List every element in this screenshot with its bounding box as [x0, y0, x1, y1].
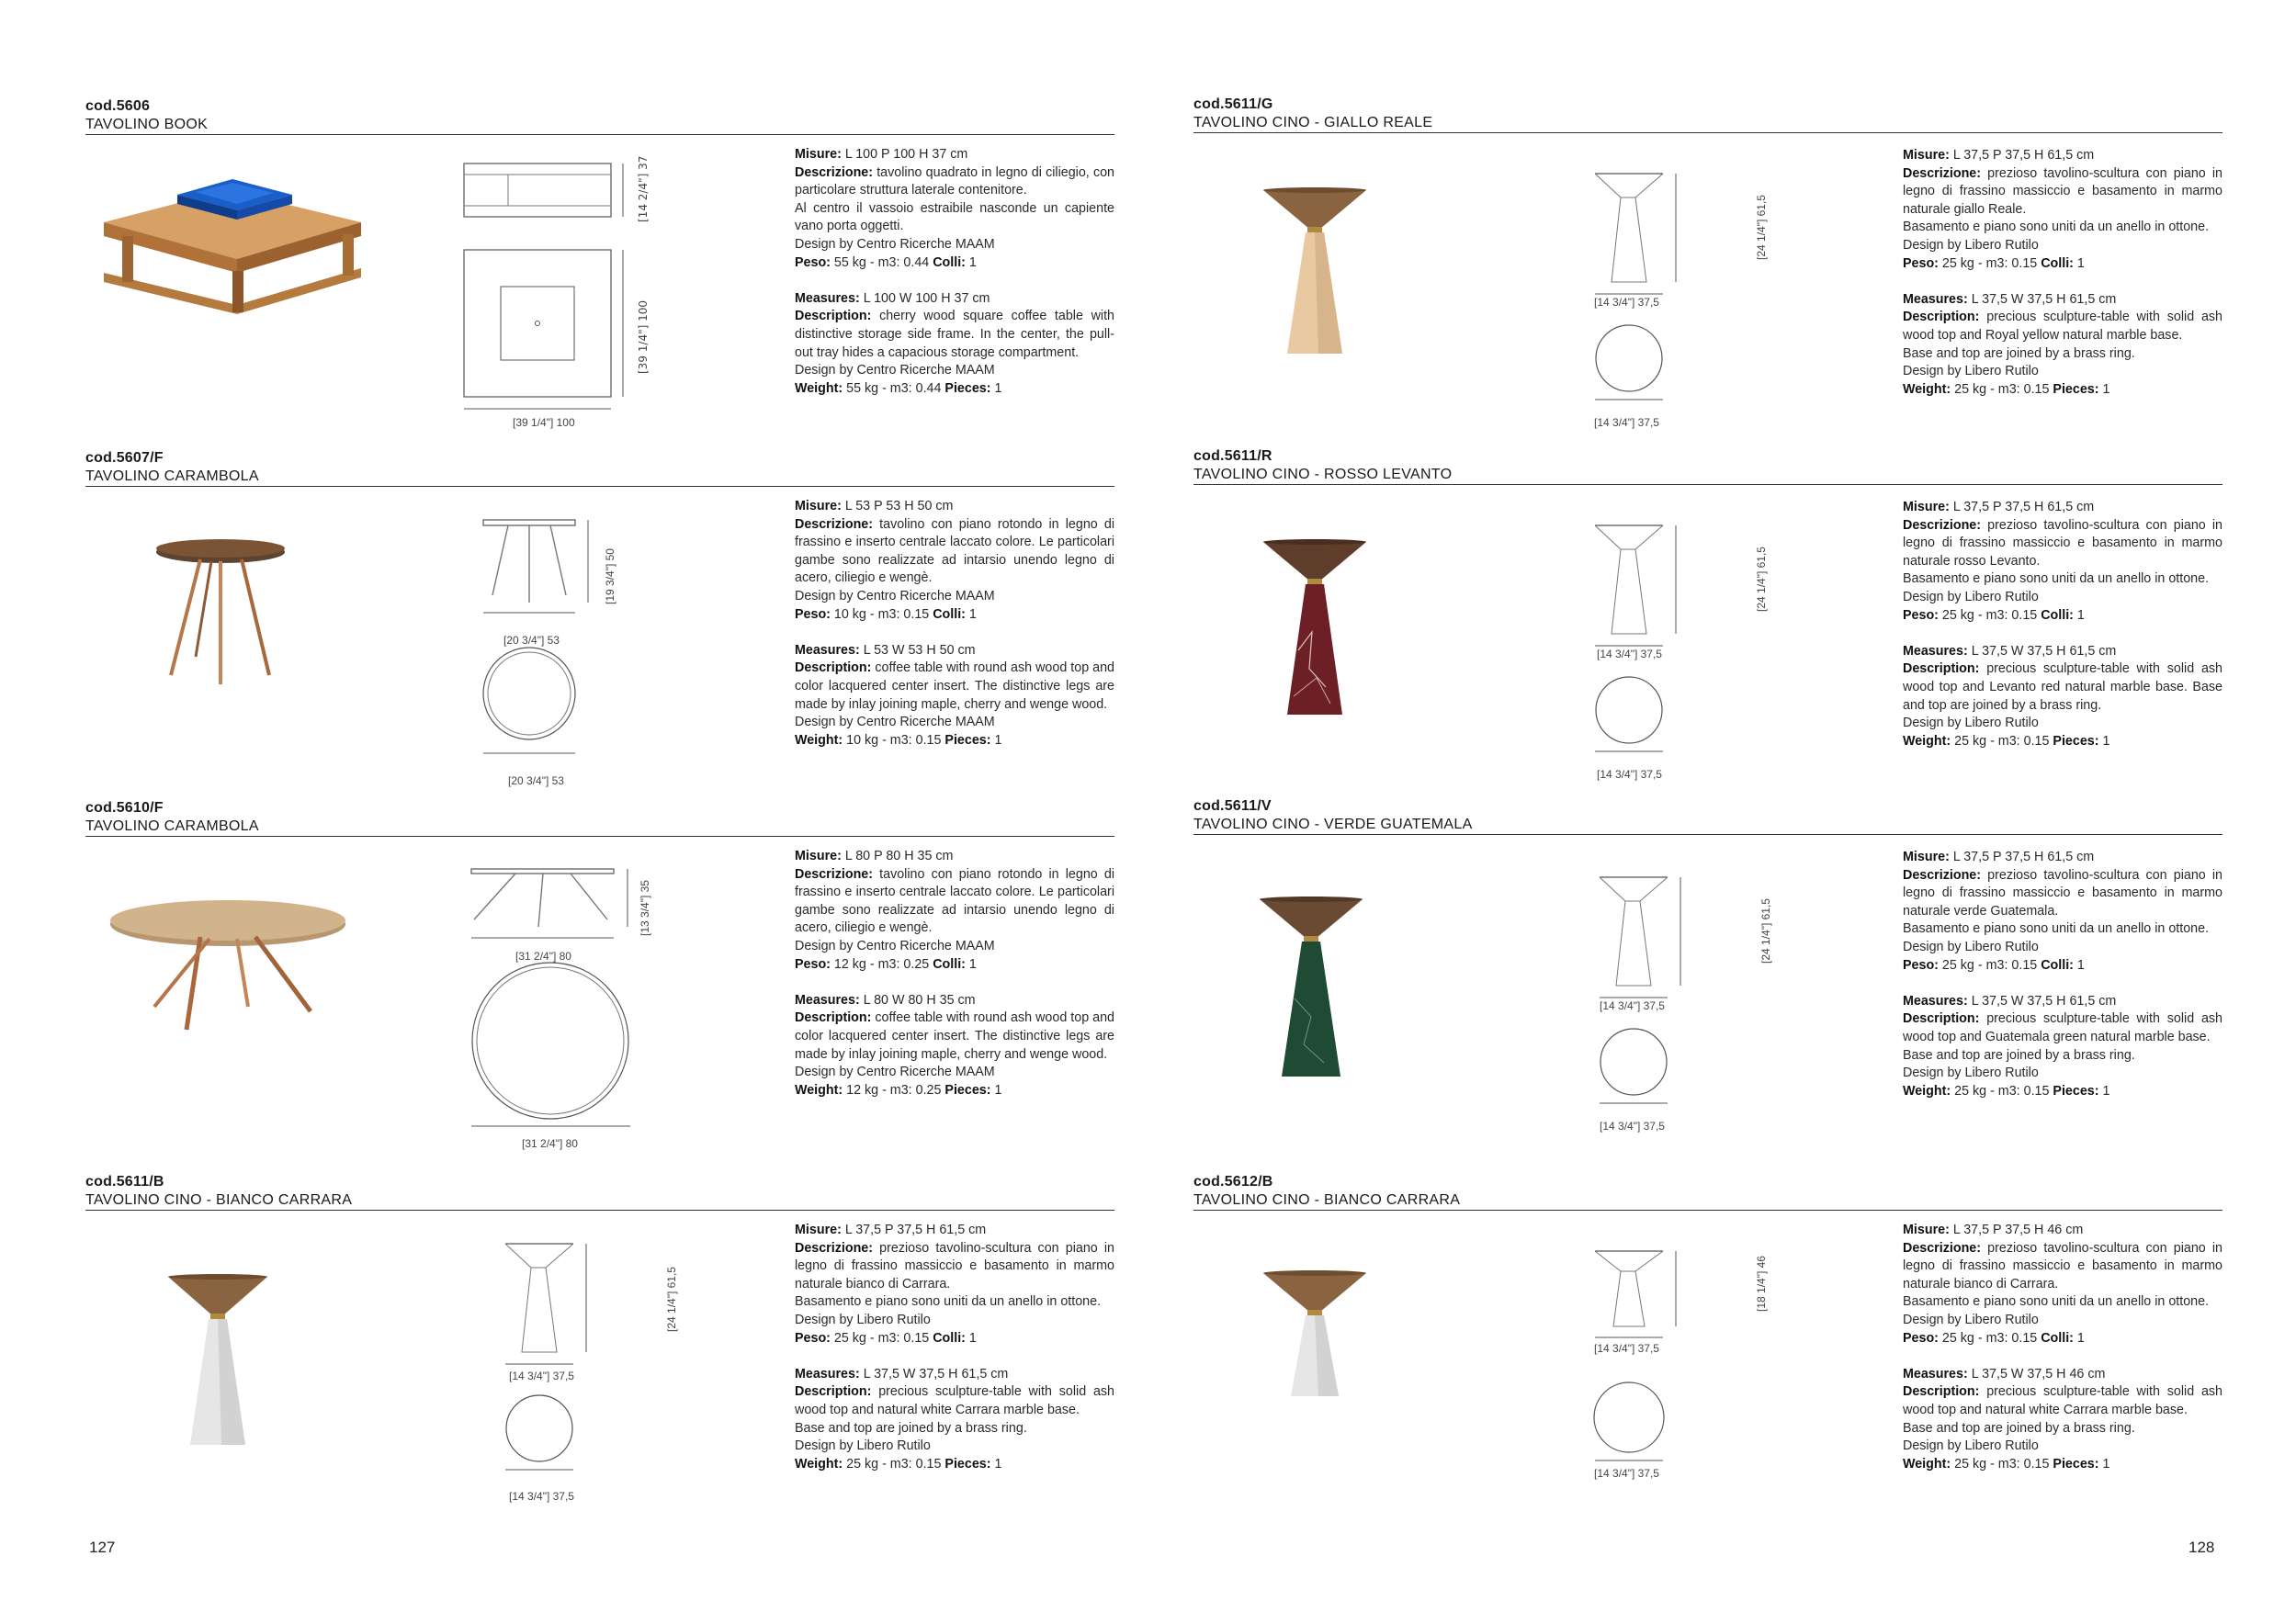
product-name: TAVOLINO BOOK — [85, 117, 209, 132]
dimension-width: [14 3/4"] 37,5 — [1597, 648, 1662, 660]
dimension-height: [18 1/4"] 46 — [1755, 1256, 1768, 1312]
product-photo-cino-white — [166, 1275, 277, 1449]
product-code: cod.5611/B — [85, 1174, 164, 1190]
product-5607F — [85, 450, 1114, 790]
product-description: Misure: L 37,5 P 37,5 H 61,5 cm Descrizione: prezioso tavolino-scultura con piano in legno di frassino massiccio e basamento in marmo naturale verde Guatemala. Basamento e piano sono uniti da un anello in ottone. Design by Libero Rutilo Peso: 25 kg - m3: 0.15 Colli: 1 Measures: L 37,5 W 37,5 H 61,5 cm Description: precious sculpture-table with solid ash wood top and Guatemala green natural marble base. Base and top are joined by a brass ring. Design by Libero Rutilo Weight: 25 kg - m3: 0.15 Pieces: 1 — [1903, 850, 2222, 1099]
dimension-height: [24 1/4"] 61,5 — [1759, 898, 1772, 964]
dimension-height: [24 1/4"] 61,5 — [1755, 547, 1768, 612]
product-5606 — [85, 98, 1114, 447]
right-page — [1148, 0, 2296, 1624]
divider — [1193, 1210, 2222, 1211]
divider — [1193, 484, 2222, 485]
product-photo-cino-yellow — [1261, 188, 1372, 363]
technical-drawing-5606 — [462, 158, 646, 434]
dimension-diameter: [31 2/4"] 80 — [522, 1137, 578, 1150]
dimension-diameter: [14 3/4"] 37,5 — [1594, 416, 1659, 429]
product-code: cod.5611/G — [1193, 96, 1273, 112]
divider — [85, 1210, 1114, 1211]
dimension-diameter: [14 3/4"] 37,5 — [1600, 1120, 1665, 1133]
product-photo-book-table — [95, 153, 370, 310]
product-code: cod.5612/B — [1193, 1174, 1273, 1190]
dimension-depth: [39 1/4"] 100 — [637, 300, 650, 374]
product-name: TAVOLINO CARAMBOLA — [85, 818, 259, 834]
product-code: cod.5611/R — [1193, 448, 1272, 464]
dimension-width: [14 3/4"] 37,5 — [1594, 296, 1659, 309]
product-description: Misure: L 100 P 100 H 37 cm Descrizione: tavolino quadrato in legno di ciliegio, con particolare struttura laterale contenitore. Al centro il vassoio estraibile nasconde un capiente vano porta oggetti. Design by Centro Ricerche MAAM Peso: 55 kg - m3: 0.44 Colli: 1 Measures: L 100 W 100 H 37 cm Description: cherry wood square coffee table with distinctive storage side frame. In the center, the pull-out tray hides a capacious storage compartment. Design by Centro Ricerche MAAM Weight: 55 kg - m3: 0.44 Pieces: 1 — [795, 147, 1114, 396]
product-photo-cino-red — [1261, 540, 1372, 715]
product-5611B — [85, 1174, 1114, 1523]
dimension-width: [14 3/4"] 37,5 — [509, 1370, 574, 1382]
product-name: TAVOLINO CINO - GIALLO REALE — [1193, 115, 1433, 130]
product-description: Misure: L 53 P 53 H 50 cm Descrizione: tavolino con piano rotondo in legno di frassino e inserto centrale laccato colore. Le particolari gambe sono realizzate ad intarsio unendo legno di acero, ciliegio e wengè. Design by Centro Ricerche MAAM Peso: 10 kg - m3: 0.15 Colli: 1 Measures: L 53 W 53 H 50 cm Description: coffee table with round ash wood top and color lacquered center insert. The distinctive legs are made by inlay joining maple, cherry and wenge wood. Design by Centro Ricerche MAAM Weight: 10 kg - m3: 0.15 Pieces: 1 — [795, 499, 1114, 748]
dimension-diameter: [14 3/4"] 37,5 — [509, 1490, 574, 1503]
product-name: TAVOLINO CINO - ROSSO LEVANTO — [1193, 467, 1453, 482]
dimension-width: [31 2/4"] 80 — [515, 950, 571, 963]
product-5611G — [1193, 96, 2222, 445]
product-name: TAVOLINO CINO - BIANCO CARRARA — [85, 1192, 353, 1208]
divider — [85, 836, 1114, 837]
technical-drawing-5612B — [1593, 1247, 1703, 1505]
product-description: Misure: L 37,5 P 37,5 H 61,5 cm Descrizione: prezioso tavolino-scultura con piano in legno di frassino massiccio e basamento in marmo naturale giallo Reale. Basamento e piano sono uniti da un anello in ottone. Design by Libero Rutilo Peso: 25 kg - m3: 0.15 Colli: 1 Measures: L 37,5 W 37,5 H 61,5 cm Description: precious sculpture-table with solid ash wood top and Royal yellow natural marble base. Base and top are joined by a brass ring. Design by Libero Rutilo Weight: 25 kg - m3: 0.15 Pieces: 1 — [1903, 148, 2222, 397]
dimension-diameter: [14 3/4"] 37,5 — [1594, 1467, 1659, 1480]
dimension-width: [14 3/4"] 37,5 — [1600, 999, 1665, 1012]
technical-drawing-5610F — [469, 864, 653, 1158]
product-photo-carambola-large — [108, 897, 356, 1034]
technical-drawing-5611B — [503, 1240, 614, 1497]
divider — [85, 134, 1114, 135]
product-code: cod.5611/V — [1193, 798, 1272, 814]
product-5611R — [1193, 448, 2222, 797]
dimension-diameter: [20 3/4"] 53 — [508, 774, 564, 787]
divider — [1193, 132, 2222, 133]
dimension-width: [14 3/4"] 37,5 — [1594, 1342, 1659, 1355]
product-5612B — [1193, 1174, 2222, 1523]
dimension-diameter: [14 3/4"] 37,5 — [1597, 768, 1662, 781]
dimension-width: [20 3/4"] 53 — [503, 634, 560, 647]
dimension-width: [39 1/4"] 100 — [513, 416, 575, 429]
divider — [1193, 834, 2222, 835]
product-photo-cino-white-low — [1261, 1271, 1372, 1409]
product-5611V — [1193, 798, 2222, 1166]
product-photo-carambola-small — [154, 537, 292, 684]
product-name: TAVOLINO CARAMBOLA — [85, 468, 259, 484]
page-number: 127 — [89, 1539, 116, 1556]
product-name: TAVOLINO CINO - BIANCO CARRARA — [1193, 1192, 1461, 1208]
product-code: cod.5606 — [85, 98, 151, 114]
dimension-height: [14 2/4"] 37 — [637, 155, 650, 222]
product-description: Misure: L 80 P 80 H 35 cm Descrizione: tavolino con piano rotondo in legno di frassino e inserto centrale laccato colore. Le particolari gambe sono realizzate ad intarsio unendo legno di acero, ciliegio e wengè. Design by Centro Ricerche MAAM Peso: 12 kg - m3: 0.25 Colli: 1 Measures: L 80 W 80 H 35 cm Description: coffee table with round ash wood top and color lacquered center insert. The distinctive legs are made by inlay joining maple, cherry and wenge wood. Design by Centro Ricerche MAAM Weight: 12 kg - m3: 0.25 Pieces: 1 — [795, 849, 1114, 1098]
dimension-height: [19 3/4"] 50 — [604, 548, 616, 604]
product-code: cod.5607/F — [85, 450, 164, 466]
product-description: Misure: L 37,5 P 37,5 H 46 cm Descrizione: prezioso tavolino-scultura con piano in legno di frassino massiccio e basamento in marmo naturale bianco di Carrara. Basamento e piano sono uniti da un anello in ottone. Design by Libero Rutilo Peso: 25 kg - m3: 0.15 Colli: 1 Measures: L 37,5 W 37,5 H 46 cm Description: precious sculpture-table with solid ash wood top and natural white Carrara marble base. Base and top are joined by a brass ring. Design by Libero Rutilo Weight: 25 kg - m3: 0.15 Pieces: 1 — [1903, 1223, 2222, 1472]
divider — [85, 486, 1114, 487]
dimension-height: [13 3/4"] 35 — [639, 880, 651, 936]
product-name: TAVOLINO CINO - VERDE GUATEMALA — [1193, 817, 1473, 832]
product-photo-cino-green — [1258, 897, 1368, 1081]
product-description: Misure: L 37,5 P 37,5 H 61,5 cm Descrizione: prezioso tavolino-scultura con piano in legno di frassino massiccio e basamento in marmo naturale rosso Levanto. Basamento e piano sono uniti da un anello in ottone. Design by Libero Rutilo Peso: 25 kg - m3: 0.15 Colli: 1 Measures: L 37,5 W 37,5 H 61,5 cm Description: precious sculpture-table with solid ash wood top and Levanto red natural marble base. Base and top are joined by a brass ring. Design by Libero Rutilo Weight: 25 kg - m3: 0.15 Pieces: 1 — [1903, 500, 2222, 749]
product-code: cod.5610/F — [85, 800, 164, 816]
technical-drawing-5607F — [481, 514, 637, 735]
page-number: 128 — [2189, 1539, 2215, 1556]
dimension-height: [24 1/4"] 61,5 — [665, 1267, 678, 1332]
product-description: Misure: L 37,5 P 37,5 H 61,5 cm Descrizione: prezioso tavolino-scultura con piano in legno di frassino massiccio e basamento in marmo naturale bianco di Carrara. Basamento e piano sono uniti da un anello in ottone. Design by Libero Rutilo Peso: 25 kg - m3: 0.15 Colli: 1 Measures: L 37,5 W 37,5 H 61,5 cm Description: precious sculpture-table with solid ash wood top and natural white Carrara marble base. Base and top are joined by a brass ring. Design by Libero Rutilo Weight: 25 kg - m3: 0.15 Pieces: 1 — [795, 1223, 1114, 1472]
product-5610F — [85, 800, 1114, 1167]
dimension-height: [24 1/4"] 61,5 — [1755, 195, 1768, 260]
